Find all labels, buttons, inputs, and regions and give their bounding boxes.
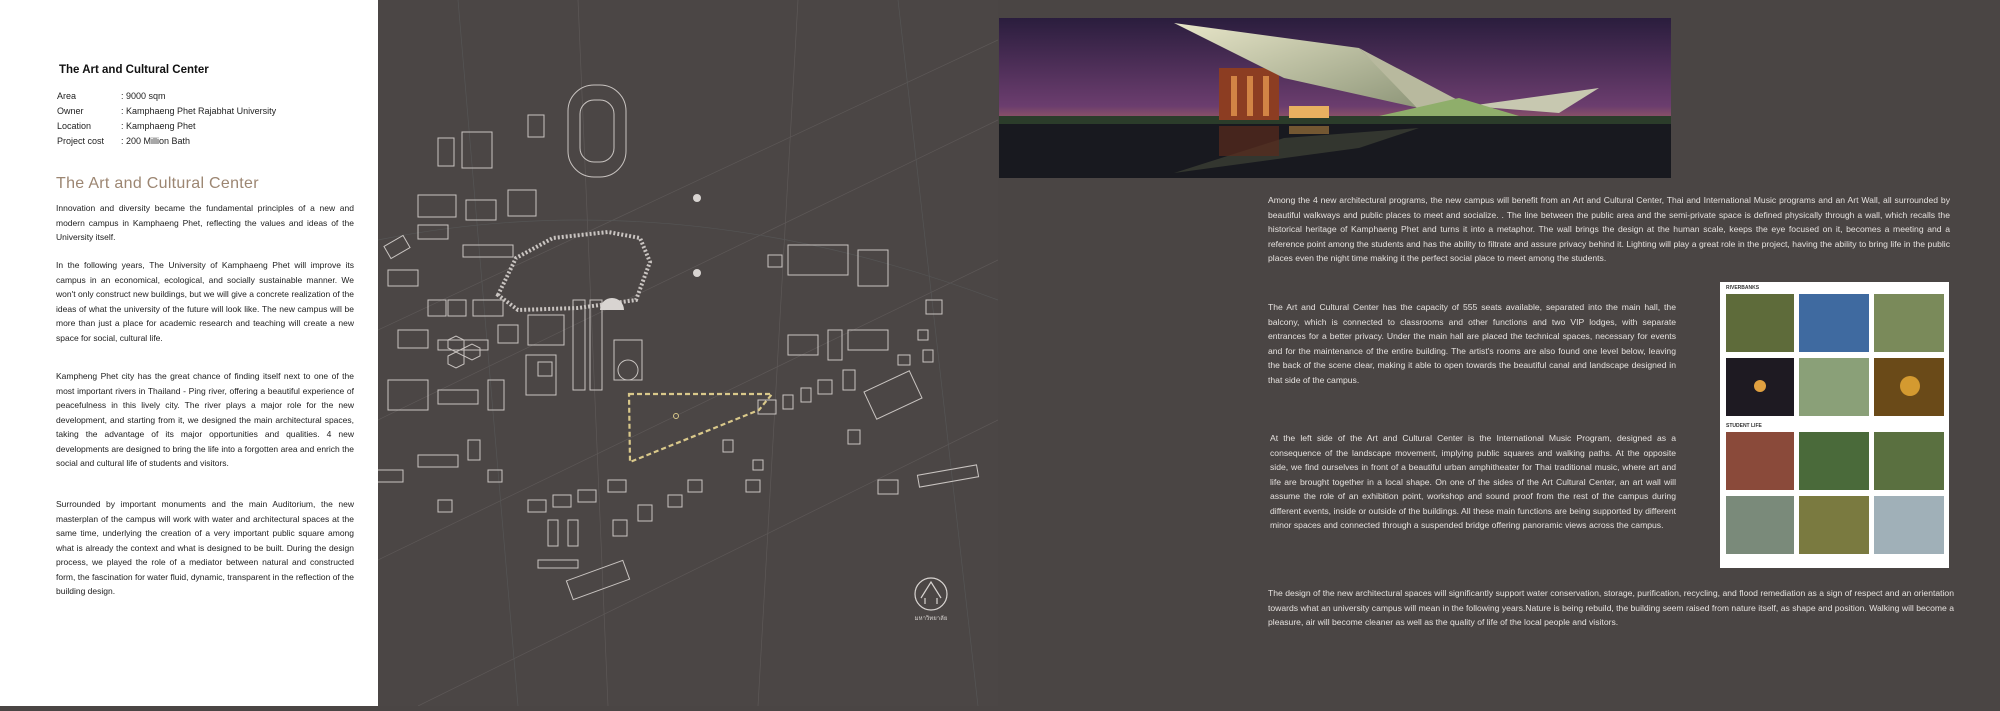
intro-paragraph: Innovation and diversity became the fundamental principles of a new and modern campus in Kamphaeng Phet, reflecting the values and ideas of the University itself. [56,203,354,242]
info-row [57,136,276,151]
programs-paragraph: Among the 4 new architectural programs, the new campus will benefit from an Art and Cultural Center, Thai and International Music programs and an Art Wall, all surrounded by beautiful walkways and public places to meet and socialize. . The line between the public area and the semi-private space is defined physically through a wall, which recalls the historical heritage of Kamphaeng Phet and turns it into a metaphor. The wall brings the design at the human scale, keeps the eye focused on it, becomes a meeting and a reference point among the students and has the ability to filtrate and assure privacy behind it. Lighting will play a great role in the project, having the ability to bring life in the public places even the night time making it the perfect social place to meet among the students. [1268,195,1950,263]
info-row [57,106,276,121]
text-panel [0,0,378,706]
info-label: Owner [57,106,84,116]
sustainability-paragraph: The design of the new architectural spaces will significantly support water conservation, storage, purification, recycling, and flood remediation as a sign of respect and an orientation towards what an university campus will mean in the following years.Nature is being rebuild, the building seem raised from nature itself, as shape and position. Walking will become a pleasure, air will become cleaner as well as the quality of life of the local people and visitors. [1268,588,1954,627]
info-label: Project cost [57,136,105,146]
capacity-paragraph: The Art and Cultural Center has the capacity of 555 seats available, separated into the main hall, the balcony, which is connected to classrooms and other functions and two VIP lodges, with separate entrances for a better privacy. Under the main hall are placed the technical spaces, necessary for events and for the maintenance of the entire building. The artist's rooms are also found one level below, leaving the back of the scene clear, making it able to open towards the beautiful canal and landscape designed in that side of the campus. [1268,302,1676,385]
info-value: : 200 Million Bath [121,136,191,146]
collage-thumbnails [1720,282,1949,568]
info-row [57,91,276,106]
info-row [57,121,276,136]
river-paragraph: Kampheng Phet city has the great chance of finding itself next to one of the most important rivers in Thailand - Ping river, offering a beautiful experience of peacefulness in this lively city. The river plays a major role for the new development, and starting from it, we designed the main architectural spaces, taking the advantage of its major opportunities and qualities. 4 new developments are designed to bring the life into a forgotten area and enrich the social and cultural life of students and visitors. [56,371,354,468]
info-value: : Kamphaeng Phet [121,121,196,131]
photo-collage [1720,282,1949,568]
info-value: : Kamphaeng Phet Rajabhat University [121,106,277,116]
project-title: The Art and Cultural Center [59,64,209,76]
building-rendering-image [999,18,1671,178]
info-label: Area [57,91,77,101]
student-life-thumbnails [1726,432,1944,554]
site-plan-svg [378,0,998,706]
info-label: Location [57,121,92,131]
riverbank-thumbnails [1726,294,1944,416]
site-plan-drawing [378,0,998,706]
masterplan-paragraph: Surrounded by important monuments and the main Auditorium, the new masterplan of the campus will work with water and architectural spaces at the same time, underlying the creation of a very important public square among what is already the context and what is designed to be built. During the design process, we played the role of a mediator between natural and constructed form, the fascination for water fluid, dynamic, transparent in the reflection of the building design. [56,499,354,596]
collage-label-student-life: STUDENT LIFE [1726,423,1762,429]
logo-caption: มหาวิทยาลัย [914,615,948,622]
info-value: : 9000 sqm [121,91,166,101]
campus-paragraph: In the following years, The University of Kamphaeng Phet will improve its campus in an economical, ecological, and socially sustainable manner. We won't only construct new buildings, but we will give a concrete realization of the ideas of what the university of the future will look like. The new campus will be more than just a place for academic research and teaching will create a new space for social, cultural life. [56,260,354,343]
collage-label-riverbanks: RIVERBANKS [1726,285,1760,291]
section-heading: The Art and Cultural Center [56,175,259,192]
music-program-paragraph: At the left side of the Art and Cultural Center is the International Music Program, designed as a consequence of the landscape movement, implying public squares and walking paths. At the opposite side, we find ourselves in front of a beautiful urban amphitheater for Thai traditional music, where art and life are brought together in a local shape. On one of the sides of the Art Cultural Center, an art wall will assume the role of an exhibition point, workshop and sound proof from the rest of the campus during different events, inside or outside of the buildings. All these main functions are being supported by different minor spaces and connected through a suspended bridge offering panoramic views across the campus. [1270,433,1676,530]
project-info-table [57,91,276,151]
university-logo-icon [915,578,947,610]
